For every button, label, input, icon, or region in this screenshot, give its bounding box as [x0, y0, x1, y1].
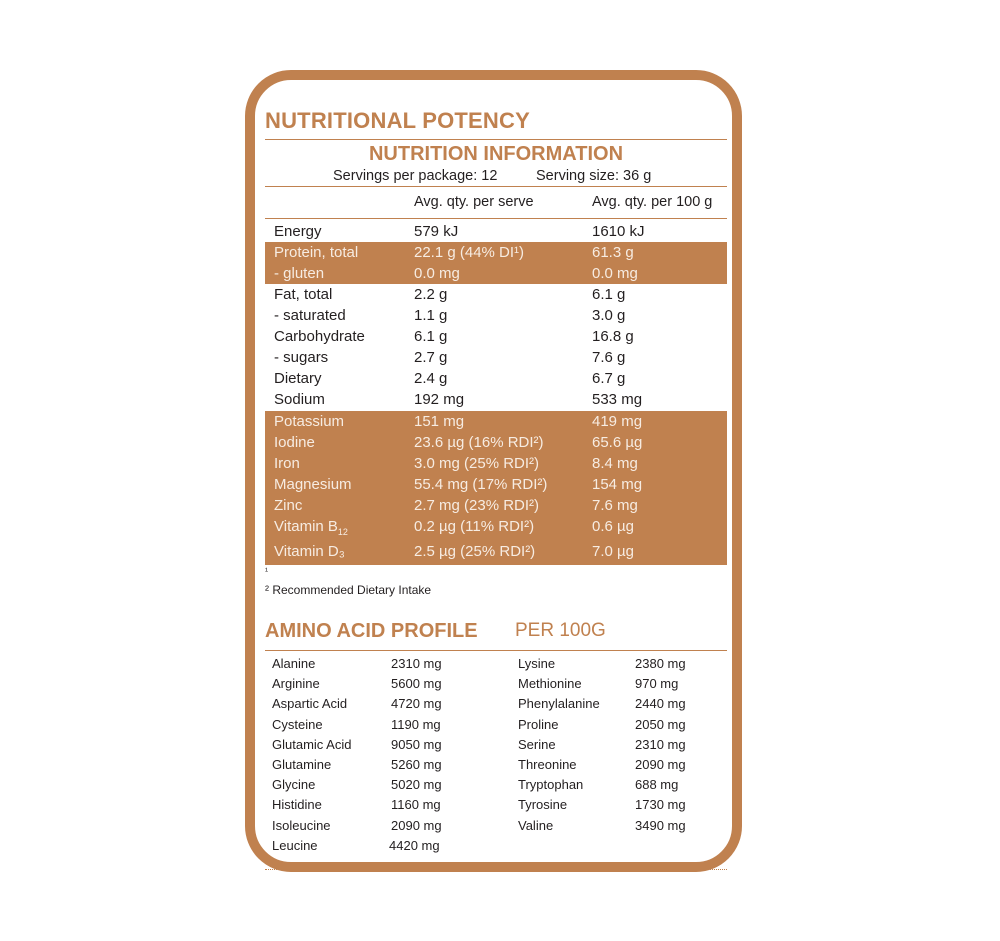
nutrition-row — [265, 411, 727, 432]
divider — [265, 218, 727, 219]
amino-name: Glutamic Acid — [272, 736, 352, 752]
nutrient-name-text: Magnesium — [274, 476, 352, 493]
nutrition-heading: NUTRITION INFORMATION — [368, 143, 624, 165]
amino-name: Glutamine — [272, 757, 332, 772]
column-header-per-100g: Avg. qty. per 100 g — [592, 194, 713, 210]
amino-value: 2050 mg — [635, 716, 686, 732]
footnote-1: ¹ — [265, 566, 268, 576]
nutrition-row — [265, 221, 727, 242]
amino-value: 5260 mg — [391, 757, 442, 772]
divider — [265, 139, 727, 140]
qty-per-serve: 22.1 g (44% DI¹) — [414, 244, 525, 261]
qty-per-100g: 419 mg — [592, 413, 643, 430]
nutrition-row — [265, 432, 727, 453]
qty-per-100g: 533 mg — [592, 391, 643, 408]
qty-per-serve: 192 mg — [414, 391, 465, 408]
nutrient-name-text: - gluten — [274, 265, 325, 282]
qty-per-serve: 1.1 g — [414, 307, 448, 324]
nutrient-name-subscript: 12 — [337, 527, 348, 537]
footnote-2: ² Recommended Dietary Intake — [265, 583, 432, 597]
nutrient-name-text: Vitamin D₃ — [274, 543, 345, 560]
qty-per-100g: 65.6 µg — [592, 434, 643, 451]
amino-row — [0, 694, 1000, 714]
amino-value: 2090 mg — [391, 817, 442, 833]
amino-value: 2440 mg — [635, 696, 686, 712]
amino-name: Phenylalanine — [518, 696, 600, 712]
qty-per-serve: 0.0 mg — [414, 265, 460, 282]
nutrition-row — [265, 474, 727, 495]
amino-name: Leucine — [272, 837, 318, 853]
divider — [265, 186, 727, 187]
amino-value: 9050 mg — [391, 736, 442, 752]
nutrient-name — [274, 432, 315, 453]
nutrition-row — [265, 495, 727, 516]
nutrient-name — [274, 305, 346, 326]
amino-name: Valine — [518, 817, 554, 833]
nutrition-row — [265, 305, 727, 326]
amino-name: Proline — [518, 716, 559, 732]
dotted-divider — [265, 869, 727, 870]
amino-row — [0, 755, 1000, 775]
qty-per-100g: 8.4 mg — [592, 455, 638, 472]
nutrient-name — [274, 474, 352, 495]
nutrient-name — [274, 541, 345, 562]
qty-per-100g: 0.0 mg — [592, 265, 638, 282]
amino-value: 5020 mg — [391, 777, 442, 793]
amino-value: 4420 mg — [389, 837, 440, 853]
nutrient-name-text: Zinc — [274, 497, 303, 514]
servings-per-package: Servings per package: 12 — [333, 168, 498, 184]
nutrient-name — [274, 221, 322, 242]
qty-per-100g: 7.6 g — [592, 349, 626, 366]
qty-per-serve: 2.2 g — [414, 286, 448, 303]
nutrient-name-text: Potassium — [274, 413, 345, 430]
qty-per-serve: 0.2 µg (11% RDI²) — [414, 518, 535, 535]
nutrient-name — [274, 411, 344, 432]
amino-name: Lysine — [518, 656, 556, 671]
nutrient-name — [274, 263, 324, 284]
qty-per-serve: 579 kJ — [414, 223, 459, 240]
amino-name: Tryptophan — [518, 777, 584, 793]
amino-value: 5600 mg — [391, 676, 442, 692]
qty-per-serve: 151 mg — [414, 413, 465, 430]
nutrient-name-text: - sugars — [274, 349, 329, 366]
nutrient-name-text: Protein, total — [274, 244, 359, 261]
nutrition-row — [265, 326, 727, 347]
nutrient-name-text: Carbohydrate — [274, 328, 365, 345]
amino-row — [0, 795, 1000, 815]
amino-row — [0, 836, 1000, 856]
qty-per-100g: 7.0 µg — [592, 543, 635, 560]
qty-per-serve: 6.1 g — [414, 328, 448, 345]
qty-per-100g: 16.8 g — [592, 328, 634, 345]
nutrient-name-text: Iodine — [274, 434, 315, 451]
serving-size: Serving size: 36 g — [536, 168, 652, 184]
amino-name: Glycine — [272, 777, 316, 793]
nutrient-name — [274, 242, 358, 263]
qty-per-serve: 2.5 µg (25% RDI²) — [414, 543, 536, 560]
nutrient-name — [274, 453, 300, 474]
column-header-per-serve: Avg. qty. per serve — [414, 194, 534, 210]
amino-name: Alanine — [272, 656, 316, 671]
nutrient-name-text: Iron — [274, 455, 300, 472]
amino-name: Isoleucine — [272, 817, 331, 833]
amino-row — [0, 775, 1000, 795]
nutrient-name — [274, 368, 322, 389]
amino-value: 1160 mg — [391, 797, 441, 813]
page-title: NUTRITIONAL POTENCY — [265, 108, 530, 133]
amino-value: 2090 mg — [635, 757, 686, 772]
nutrient-name-text: Fat, total — [274, 286, 333, 303]
amino-value: 3490 mg — [635, 817, 686, 833]
amino-name: Serine — [518, 736, 556, 752]
nutrition-row — [265, 263, 727, 284]
amino-subtitle: PER 100G — [515, 620, 606, 641]
qty-per-100g: 1610 kJ — [592, 223, 645, 240]
qty-per-serve: 2.7 mg (23% RDI²) — [414, 497, 540, 514]
amino-title: AMINO ACID PROFILE — [265, 620, 478, 642]
qty-per-serve: 23.6 µg (16% RDI²) — [414, 434, 544, 451]
amino-row — [0, 735, 1000, 755]
amino-value: 1190 mg — [391, 716, 441, 732]
qty-per-100g: 154 mg — [592, 476, 643, 493]
amino-value: 2380 mg — [635, 656, 686, 671]
amino-name: Tyrosine — [518, 797, 568, 813]
qty-per-100g: 61.3 g — [592, 244, 634, 261]
nutrition-row — [265, 368, 727, 389]
amino-name: Histidine — [272, 797, 322, 813]
nutrition-row — [265, 389, 727, 410]
nutrient-name — [274, 516, 348, 543]
amino-name: Aspartic Acid — [272, 696, 348, 712]
divider — [265, 650, 727, 651]
amino-row — [0, 816, 1000, 836]
nutrient-name-text: Dietary — [274, 370, 322, 387]
qty-per-serve: 3.0 mg (25% RDI²) — [414, 455, 540, 472]
nutrition-row — [265, 347, 727, 368]
qty-per-100g: 6.7 g — [592, 370, 626, 387]
amino-value: 688 mg — [635, 777, 679, 793]
nutrition-row — [265, 541, 727, 562]
nutrition-row — [265, 284, 727, 305]
qty-per-100g: 0.6 µg — [592, 518, 635, 535]
qty-per-100g: 6.1 g — [592, 286, 626, 303]
nutrient-name — [274, 495, 302, 516]
qty-per-100g: 7.6 mg — [592, 497, 638, 514]
nutrient-name-text: - saturated — [274, 307, 346, 324]
amino-value: 970 mg — [635, 676, 679, 692]
nutrient-name — [274, 347, 328, 368]
amino-row — [0, 654, 1000, 674]
amino-value: 4720 mg — [391, 696, 442, 712]
amino-value: 2310 mg — [635, 736, 686, 752]
amino-row — [0, 674, 1000, 694]
amino-name: Threonine — [518, 757, 577, 772]
qty-per-serve: 55.4 mg (17% RDI²) — [414, 476, 548, 493]
nutrient-name-text: Sodium — [274, 391, 325, 408]
qty-per-serve: 2.4 g — [414, 370, 448, 387]
amino-name: Cysteine — [272, 716, 323, 732]
nutrient-name — [274, 326, 365, 347]
amino-row — [0, 715, 1000, 735]
qty-per-serve: 2.7 g — [414, 349, 448, 366]
nutrient-name-text: Vitamin B — [274, 518, 338, 535]
nutrition-row — [265, 516, 727, 537]
nutrition-row — [265, 242, 727, 263]
amino-value: 1730 mg — [635, 797, 686, 813]
qty-per-100g: 3.0 g — [592, 307, 626, 324]
nutrient-name — [274, 284, 332, 305]
amino-name: Methionine — [518, 676, 582, 692]
nutrient-name-text: Energy — [274, 223, 322, 240]
amino-value: 2310 mg — [391, 656, 442, 671]
amino-name: Arginine — [272, 676, 320, 692]
nutrition-row — [265, 453, 727, 474]
nutrient-name — [274, 389, 325, 410]
